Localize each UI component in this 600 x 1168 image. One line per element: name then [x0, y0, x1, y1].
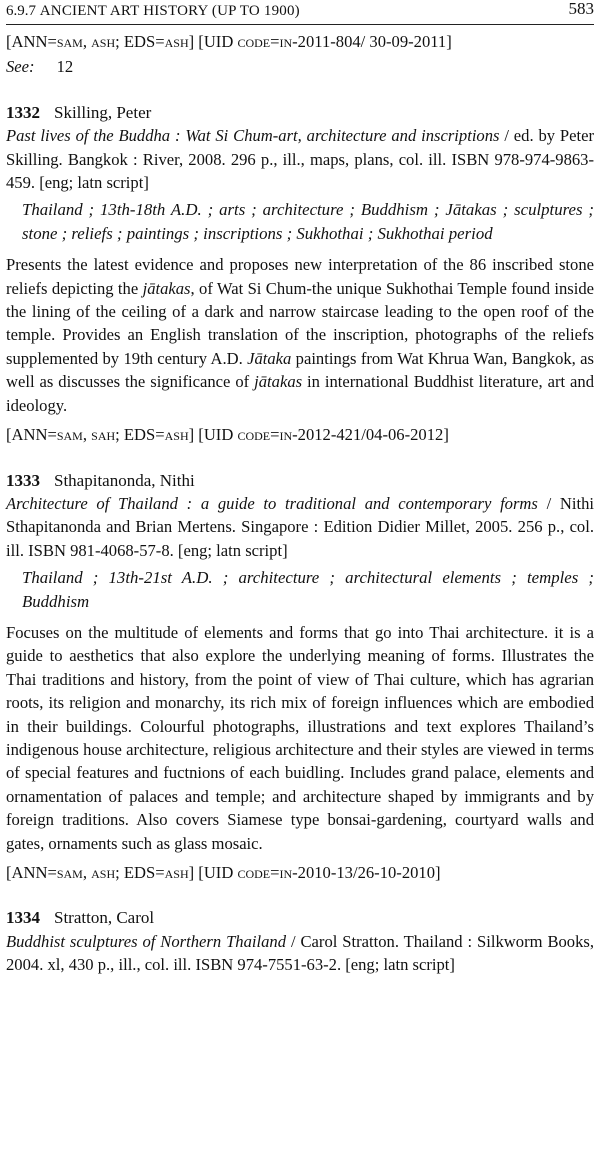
entry-title: Past lives of the Buddha : Wat Si Chum-art, architecture and inscriptions — [6, 126, 500, 146]
section-number: 6.9.7 — [6, 3, 36, 19]
entry-keywords: Thailand ; 13th-18th A.D. ; arts ; architecture ; Buddhism ; Jātakas ; sculptures ; stone ; reliefs ; paintings ; inscriptions ; Sukhothai ; Sukhothai period — [22, 200, 594, 243]
entry-heading — [6, 469, 594, 492]
header-left — [6, 3, 300, 20]
entry-citation — [6, 930, 594, 977]
abstract-italic: jātakas — [254, 372, 303, 392]
page-content — [6, 30, 594, 977]
see-label: See: — [6, 57, 35, 77]
page-number: 583 — [568, 0, 594, 18]
entry-title: Buddhist sculptures of Northern Thailand — [6, 931, 287, 951]
entry-abstract — [6, 253, 594, 417]
entry-title: Architecture of Thailand : a guide to traditional and contemporary forms — [6, 493, 538, 513]
entry-author: Stratton, Carol — [54, 908, 155, 928]
entry-keywords: Thailand ; 13th-21st A.D. ; architecture ; architectural elements ; temples ; Buddhism — [22, 568, 594, 611]
abstract-italic: Jātaka — [247, 348, 292, 368]
see-reference — [6, 55, 594, 78]
abstract-text: in international Buddhist literature, art and ideology. — [6, 372, 594, 415]
see-value: 12 — [56, 57, 74, 77]
entry-number: 1333 — [6, 470, 40, 490]
abstract-italic: jātakas — [142, 278, 191, 298]
running-title: ANCIENT ART HISTORY (UP TO 1900) — [39, 3, 300, 19]
entry-citation — [6, 492, 594, 562]
entry-biblio: / Carol Stratton. Thailand : Silkworm Books, 2004. xl, 430 p., ill., col. ill. ISBN 974-7551-63-2. [eng; latn script] — [6, 931, 595, 975]
abstract-text: Presents the latest evidence and proposes new interpretation of the 86 inscribed stone reliefs depicting the — [6, 255, 594, 298]
entry-abstract: Focuses on the multitude of elements and forms that go into Thai architecture. it is a guide to aesthetics that also explore the underlying meaning of forms. Illustrates the Thai traditions and history, from the point of view of Thai culture, which has agrarian roots, its religion and monarchy, its rich mix of foreign influences which are embodied in their buildings. Colourful photographs, illustrations and text explores Thailand’s indigenous house architecture, religious architecture and their styles are viewed in terms of special features and fuctnions of each buidling. Includes grand palace, elements and ornamentation of palaces and temple; and architecture shaped by immigrants and by foreign traditions. Also covers Siamese type bonsai-gardening, courtyard walls and gates, ornaments such as glass mosaic. — [6, 622, 594, 853]
running-header — [6, 0, 594, 25]
entry-number: 1334 — [6, 908, 40, 928]
catalog-entry — [6, 469, 594, 885]
entry-meta: [ANN=sam, sah; EDS=ash] [UID code=in-2012-421/04-06-2012] — [6, 425, 449, 445]
catalog-entry — [6, 906, 594, 976]
abstract-text: paintings from Wat Khrua Wan, Bangkok, as well as discusses the significance of — [6, 348, 594, 392]
entry-biblio: / Nithi Sthapitanonda and Brian Mertens. Singapore : Edition Didier Millet, 2005. 256 p., col. ill. ISBN 981-4068-57-8. [eng; latn script] — [6, 493, 594, 560]
abstract-text: , of Wat Si Chum-the unique Sukhothai Temple found inside the lining of the ceiling of a dark and narrow staircase leading to the open roof of the temple. Provides an English translation of the inscription, photographs of the reliefs supplemented by 19th century A.D. — [6, 278, 594, 368]
entry-biblio: / ed. by Peter Skilling. Bangkok : River, 2008. 296 p., ill., maps, plans, col. ill. ISBN 978-974-9863-459. [eng; latn script] — [6, 126, 594, 193]
entry-heading — [6, 101, 594, 124]
catalog-entry — [6, 101, 594, 447]
entry-heading — [6, 906, 594, 929]
entry-meta: [ANN=sam, ash; EDS=ash] [UID code=in-2011-804/ 30-09-2011] — [6, 32, 452, 51]
entry-author: Sthapitanonda, Nithi — [54, 470, 195, 490]
entry-citation — [6, 124, 594, 194]
entry-author: Skilling, Peter — [54, 102, 152, 122]
entry-number: 1332 — [6, 102, 40, 122]
entry-meta: [ANN=sam, ash; EDS=ash] [UID code=in-2010-13/26-10-2010] — [6, 863, 441, 882]
